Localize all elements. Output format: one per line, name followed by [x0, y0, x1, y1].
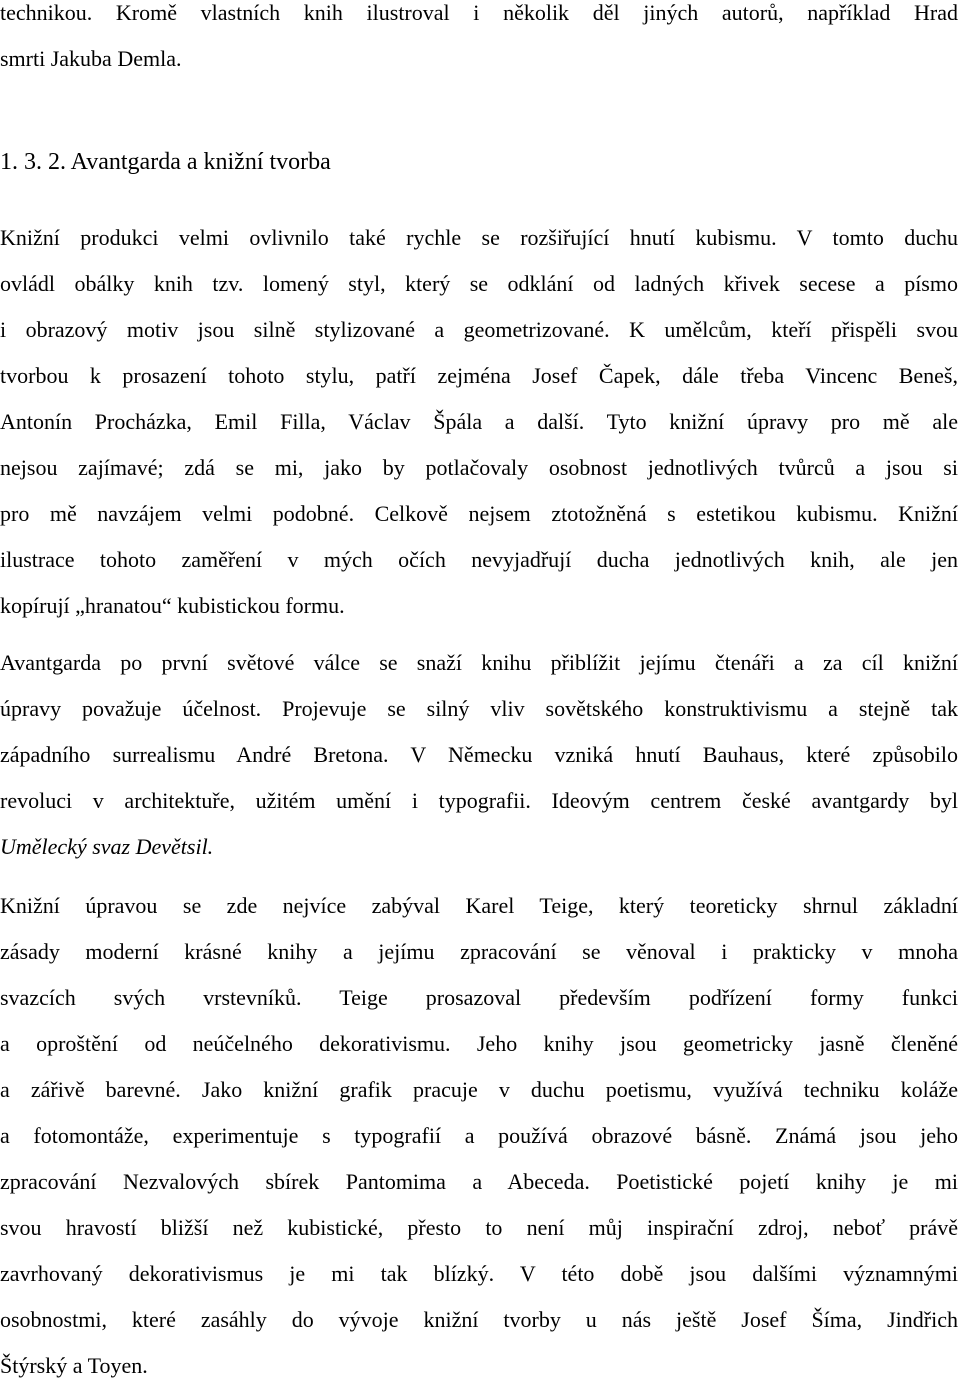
text-line-20: a oproštění od neúčelného dekorativismu. Jeho knihy jsou geometricky jasně členěné — [0, 1031, 958, 1056]
text-line-17: Knižní úpravou se zde nejvíce zabýval Karel Teige, který teoreticky shrnul základní — [0, 893, 958, 918]
text-line-18: zásady moderní krásné knihy a jejímu zpracování se věnoval i prakticky v mnoha — [0, 939, 958, 964]
text-line-15: revoluci v architektuře, užitém umění i typografii. Ideovým centrem české avantgardy byl — [0, 788, 958, 813]
text-line-21: a zářivě barevné. Jako knižní grafik pracuje v duchu poetismu, využívá techniku koláže — [0, 1077, 958, 1102]
text-line-1: technikou. Kromě vlastních knih ilustroval i několik děl jiných autorů, například Hrad — [0, 0, 958, 25]
text-line-2: smrti Jakuba Demla. — [0, 46, 182, 71]
text-line-11: kopírují „hranatou“ kubistickou formu. — [0, 593, 345, 618]
text-line-25: zavrhovaný dekorativismus je mi tak blízký. V této době jsou dalšími významnými — [0, 1261, 958, 1286]
text-line-9: pro mě navzájem velmi podobné. Celkově nejsem ztotožněná s estetikou kubismu. Knižní — [0, 501, 958, 526]
text-line-26: osobnostmi, které zasáhly do vývoje knižní tvorby u nás ještě Josef Šíma, Jindřich — [0, 1307, 958, 1332]
text-line-19: svazcích svých vrstevníků. Teige prosazoval především podřízení formy funkci — [0, 985, 958, 1010]
text-line-27: Štýrský a Toyen. — [0, 1353, 148, 1378]
text-line-12: Avantgarda po první světové válce se snaží knihu přiblížit jejímu čtenáři a za cíl knižní — [0, 650, 958, 675]
text-line-6: tvorbou k prosazení tohoto stylu, patří zejména Josef Čapek, dále třeba Vincenc Beneš, — [0, 363, 958, 388]
text-line-22: a fotomontáže, experimentuje s typografií a používá obrazové básně. Známá jsou jeho — [0, 1123, 958, 1148]
text-line-4: ovládl obálky knih tzv. lomený styl, který se odklání od ladných křivek secese a písmo — [0, 271, 958, 296]
text-line-10: ilustrace tohoto zaměření v mých očích nevyjadřují ducha jednotlivých knih, ale jen — [0, 547, 958, 572]
section-heading: 1. 3. 2. Avantgarda a knižní tvorba — [0, 149, 331, 175]
text-line-14: západního surrealismu André Bretona. V Německu vzniká hnutí Bauhaus, které způsobilo — [0, 742, 958, 767]
text-line-3: Knižní produkci velmi ovlivnilo také rychle se rozšiřující hnutí kubismu. V tomto duchu — [0, 225, 958, 250]
text-line-24: svou hravostí bližší než kubistické, přesto to není můj inspirační zdroj, neboť právě — [0, 1215, 958, 1240]
text-line-7: Antonín Procházka, Emil Filla, Václav Špála a další. Tyto knižní úpravy pro mě ale — [0, 409, 958, 434]
text-line-23: zpracování Nezvalových sbírek Pantomima a Abeceda. Poetistické pojetí knihy je mi — [0, 1169, 958, 1194]
text-line-5: i obrazový motiv jsou silně stylizované a geometrizované. K umělcům, kteří přispěli svou — [0, 317, 958, 342]
text-line-16: Umělecký svaz Devětsil. — [0, 834, 214, 859]
text-line-8: nejsou zajímavé; zdá se mi, jako by potlačovaly osobnost jednotlivých tvůrců a jsou si — [0, 455, 958, 480]
text-line-13: úpravy považuje účelnost. Projevuje se silný vliv sovětského konstruktivismu a stejně tak — [0, 696, 958, 721]
